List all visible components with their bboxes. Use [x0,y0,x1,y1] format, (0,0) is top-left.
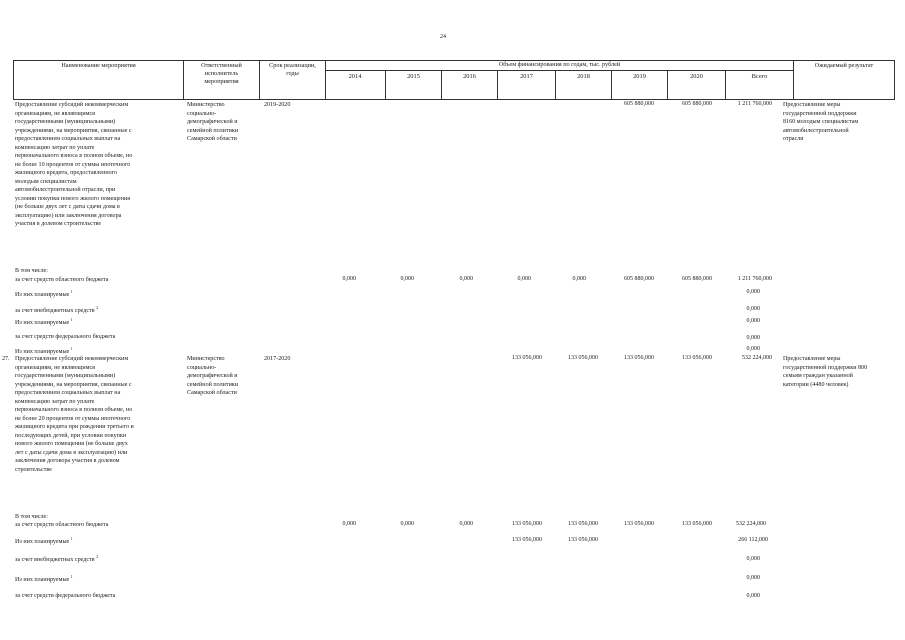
block1-row-label: за счет внебюджетных средств $^2$ [15,305,99,315]
block1-name: Предоставление субсидий некоммерческим организациям, не являющимся государственными (муниципальными) учреждениями, на мероприятия, связанные с предоставлением социальных выплат на компенсацию затрат по уплате первоначального взноса в полном объеме, но не более 10 процентов от суммы ипотечного жилищного кредита, предоставленного молодым специалистам автомобилестроительной отрасли, при условии покупки нового жилого помещения (не больше двух лет с даты сдачи дома в эксплуатацию) или заключения договора участия в долевом строительстве [15,102,133,227]
table-header [13,60,895,100]
year-2017: 2017 [497,71,555,99]
block2-row-total: 0,000 [746,575,760,581]
header-result: Ожидаемый результат [793,61,895,99]
block2-row-label: за счет внебюджетных средств $^2$ [15,554,99,564]
block2-total: 532 224,000 [742,355,772,361]
block1-row-label: Из них планируемые $^1$ [15,317,73,327]
block2-2017: 133 056,000 [512,355,542,361]
block2-row-total: 532 224,000 [736,521,766,527]
block2-row-2017: 133 056,000 [512,537,542,543]
block1-term: 2019-2020 [264,102,291,108]
block2-2018: 133 056,000 [568,355,598,361]
block2-term: 2017-2020 [264,356,291,362]
page-number: 24 [440,34,446,40]
block2-row-total: 0,000 [746,556,760,562]
block1-row-2014: 0,000 [342,276,356,282]
block1-row-2020: 605 880,000 [682,276,712,282]
header-responsible: Ответственный исполнитель мероприятия [183,61,259,99]
block2-row-2015: 0,000 [400,521,414,527]
block1-2019: 605 880,000 [624,101,654,107]
block2-number: 27. [2,356,10,362]
block1-result: Предоставление меры государственной поддержки 8160 молодым специалистам автомобилестроительной отрасли [783,102,859,142]
block2-row-2014: 0,000 [342,521,356,527]
block2-row-label: Из них планируемые $^1$ [15,574,73,584]
block2-name: Предоставление субсидий некоммерческим организациям, не являющимся государственными (муниципальными) учреждениями, на мероприятия, связанные с предоставлением социальных выплат на компенсацию затрат по уплате первоначального взноса в полном объеме, но не более 20 процентов от суммы ипотечного жилищного кредита при рождении третьего и последующих детей, при условии покупки нового жилого помещения (не больше двух лет с даты сдачи дома в эксплуатацию) или заключения договора участия в долевом строительстве [15,356,134,473]
block1-row-2019: 605 880,000 [624,276,654,282]
block1-row-label: Из них планируемые $^1$ [15,346,73,356]
block2-row-2020: 133 056,000 [682,521,712,527]
year-2019: 2019 [611,71,667,99]
block2-row-2017: 133 056,000 [512,521,542,527]
year-total: Всего [725,71,793,99]
block2-row-2016: 0,000 [459,521,473,527]
year-2018: 2018 [555,71,611,99]
block2-2019: 133 056,000 [624,355,654,361]
block1-row-2016: 0,000 [459,276,473,282]
block1-2020: 605 880,000 [682,101,712,107]
year-2014: 2014 [348,73,362,80]
block1-row-total: 0,000 [746,306,760,312]
header-term: Срок реализации, годы [259,61,325,99]
block2-row-label: за счет средств областного бюджета [15,522,109,528]
block1-row-total: 0,000 [746,289,760,295]
block2-row-2018: 133 056,000 [568,537,598,543]
block1-row-label: Из них планируемые $^1$ [15,289,73,299]
block1-row-label: за счет средств федерального бюджета [15,334,116,340]
block1-row-total: 0,000 [746,335,760,341]
block1-row-total: 0,000 [746,318,760,324]
block2-result: Предоставление меры государственной поддержки 800 семьям граждан указанной категории (4480 человек) [783,356,868,388]
block1-row-total: 1 211 760,000 [737,276,772,282]
year-2016: 2016 [441,71,497,99]
block1-row-total: 0,000 [746,346,760,352]
block2-row-total: 0,000 [746,593,760,599]
block1-row-2017: 0,000 [517,276,531,282]
header-name: Наименование мероприятия [13,61,183,99]
year-2015: 2015 [385,71,441,99]
block1-total: 1 211 760,000 [737,101,772,107]
block1-responsible: Министерство социально- демографической и семейной политики Самарской области [187,102,239,142]
year-2020: 2020 [667,71,725,99]
block2-2020: 133 056,000 [682,355,712,361]
block1-including: В том числе: [15,268,48,274]
block1-row-label: за счет средств областного бюджета [15,277,109,283]
block2-including: В том числе: [15,514,48,520]
block2-row-total: 266 112,000 [738,537,768,543]
block1-row-2015: 0,000 [400,276,414,282]
block2-row-2018: 133 056,000 [568,521,598,527]
financing-title: Объем финансирования по годам, тыс. рублей [498,61,621,68]
block1-row-2018: 0,000 [572,276,586,282]
block2-row-label: за счет средств федерального бюджета [15,593,116,599]
block2-responsible: Министерство социально- демографической и семейной политики Самарской области [187,356,239,396]
block2-row-label: Из них планируемые $^1$ [15,536,73,546]
block2-row-2019: 133 056,000 [624,521,654,527]
